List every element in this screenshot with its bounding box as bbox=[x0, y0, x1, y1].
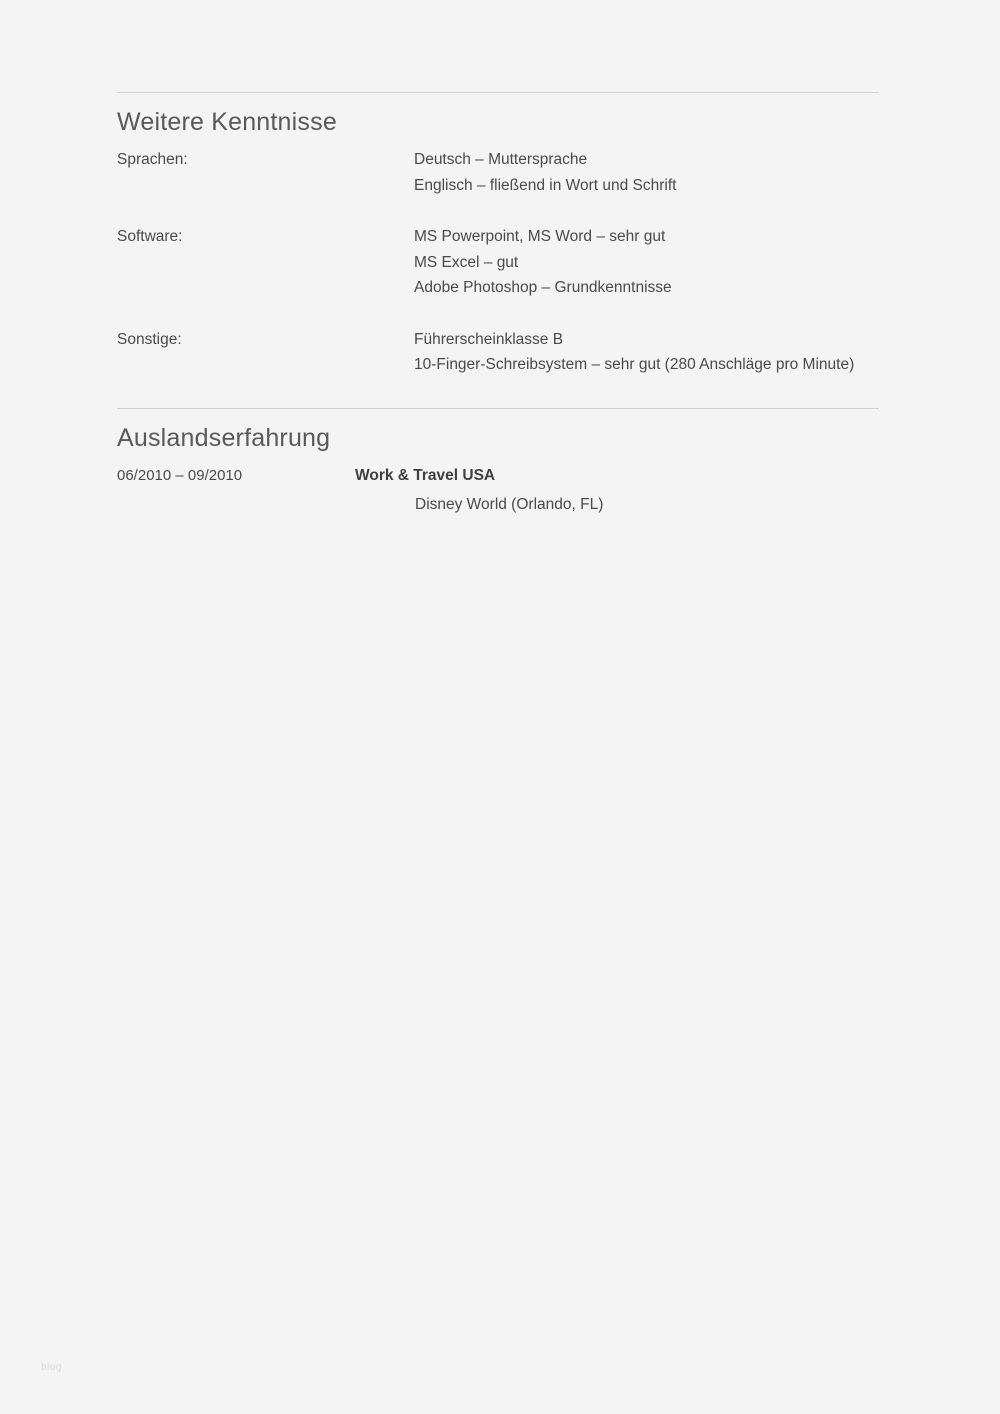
skills-value-line: Führerscheinklasse B bbox=[414, 330, 564, 348]
skills-row-software bbox=[117, 224, 879, 301]
skills-values-software bbox=[414, 224, 879, 301]
experience-title: Work & Travel USA bbox=[355, 466, 496, 484]
experience-entry bbox=[117, 463, 879, 517]
section-divider-auslandserfahrung bbox=[117, 408, 879, 409]
spacer bbox=[117, 378, 879, 408]
skills-label-sprachen: Sprachen: bbox=[117, 151, 188, 168]
section-divider-top bbox=[117, 92, 879, 93]
skills-value-line: Adobe Photoshop – Grundkenntnisse bbox=[414, 279, 672, 296]
experience-detail: Disney World (Orlando, FL) bbox=[415, 495, 604, 513]
experience-date: 06/2010 – 09/2010 bbox=[117, 466, 243, 484]
skills-row-sprachen bbox=[117, 147, 879, 198]
section-title-auslandserfahrung: Auslandserfahrung bbox=[117, 423, 331, 452]
watermark-label: blog bbox=[41, 1362, 62, 1373]
skills-block bbox=[117, 147, 879, 378]
skills-values-sprachen bbox=[414, 147, 879, 198]
document-content bbox=[117, 92, 879, 517]
skills-label-sonstige: Sonstige: bbox=[117, 330, 182, 348]
skills-value-line: MS Excel – gut bbox=[414, 253, 519, 271]
skills-values-sonstige bbox=[414, 327, 879, 378]
experience-body bbox=[355, 463, 879, 517]
skills-value-line: MS Powerpoint, MS Word – sehr gut bbox=[414, 228, 666, 245]
skills-row-sonstige bbox=[117, 327, 879, 378]
skills-value-line: Deutsch – Muttersprache bbox=[414, 151, 588, 168]
skills-value-line: 10-Finger-Schreibsystem – sehr gut (280 Anschläge pro Minute) bbox=[414, 356, 855, 373]
skills-value-line: Englisch – fließend in Wort und Schrift bbox=[414, 176, 677, 194]
skills-label-software: Software: bbox=[117, 228, 183, 245]
section-title-weitere-kenntnisse: Weitere Kenntnisse bbox=[117, 108, 337, 136]
